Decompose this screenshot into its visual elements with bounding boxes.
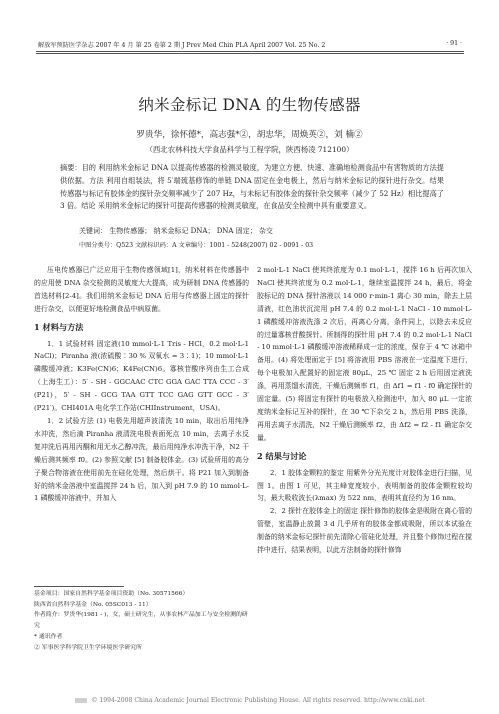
section-heading-materials: 1 材料与方法	[34, 321, 84, 332]
abstract	[60, 162, 444, 213]
keywords: 关键词： 生物传感器； 纳米金标记 DNA； DNA 固定； 杂交	[79, 227, 273, 235]
footnote-funding-2: 陕西省自然科学基金（No. 05SC013 - 11）	[34, 601, 152, 608]
copyright-text: © 1994-2008 China Academic Journal Electronic Publishing House. All rights reserved. http://www.cnki.net	[91, 697, 425, 704]
section-heading-results: 2 结果与讨论	[257, 450, 307, 461]
footnotes	[34, 589, 249, 653]
footnote-funding-1: 基金项目：国家自然科学基金项目资助（No. 30571566）	[34, 591, 189, 597]
classification-line: 中图分类号：Q523 文献标识码：A 文章编号：1001 - 5248(2007) 02 - 0091 - 03	[79, 242, 314, 249]
footnote-author-bio: 作者简介：罗贵华(1981 - )，女，硕士研究生，从事农林产品加工与安全检测的研究	[34, 612, 248, 630]
footnote-corresponding: * 通讯作者	[34, 633, 63, 640]
footnote-rule	[34, 586, 124, 587]
materials-paragraph: 1．1 试验材料 固定液(10 mmol·L-1 Tris - HCl，0.2 mol·L-1 NaCl)；Piranha 液(浓硫酸∶30 % 双氧水 = 3∶1)；10 mmol·L-1 磷酸缓冲液；K3Fe(CN)6；K4Fe(CN)6。寡核苷酸序列由生工合成（上海生工）：5′ - SH - GGCAAC CTC GGA GAC TTA CCC - 3′ (P21)，5′ - SH - GCG TAA GTT TCC GAG GTT GCC - 3′ (P21′)。CHI401A 电化学工作站(CHIInstrument，USA)。	[34, 339, 249, 413]
left-column	[34, 264, 249, 505]
copyright-footer	[34, 697, 466, 704]
right-column	[257, 264, 472, 557]
page-number: · 91 ·	[446, 40, 462, 47]
article-title: 纳米金标记 DNA 的生物传感器	[138, 96, 361, 114]
results-paragraph-1: 2．1 胶体金颗粒的鉴定 用紫外分光光度计对胶体金进行扫描，见图 1。由图 1 可见，其主峰宽度较小，表明制备的胶体金颗粒较均匀，最大吸收波长(λmax) 为 522 nm，表明其直径约为 16 nm。	[257, 468, 472, 503]
methods-paragraph: 1．2 试验方法 (1) 电极先用超声波清洗 10 min，取出后用纯净水冲洗，然后滴 Piranha 液清洗电极表面死点 10 min，去离子水反复冲洗后再用丙酮和用无水乙醇冲洗，最后用纯净水冲洗干净，N2 干燥后测其频率 f0。(2) 参照文献 [5] 制备胶体金。(3) 试验所用的高分子聚合物溶液在使用前先在硅化处理，然后烘干。将 P21 加入到制备好的纳米金溶液中室温搅拌 24 h 后，加入到 pH 7.9 的 10 mmol·L-1 磷酸缓冲溶液中，并加入	[34, 416, 249, 503]
abstract-label: 摘要：	[60, 163, 82, 172]
running-header-text: 解放军预防医学杂志 2007 年 4 月 第 25 卷第 2 期 J Prev Med Chin PLA April 2007 Vol. 25 No. 2	[38, 42, 326, 49]
header-rule-top	[36, 51, 464, 52]
author-list: 罗贵华，徐怀德*，高志强*②，胡忠华，周焕英②，刘 楠②	[136, 130, 363, 140]
intro-paragraph: 压电传感器已广泛应用于生物传感领域[1]，纳米材料在传感器中的应用使 DNA 杂交检测的灵敏度大大提高，成为研制 DNA 传感器的首选材料[2-4]。我们用纳米金标记 DNA 后用与传感器上固定的探针进行杂交，以便更好地检测食品中病原菌。	[34, 266, 249, 313]
affiliation: （西北农林科技大学食品科学与工程学院，陕西杨凌 712100）	[145, 145, 354, 154]
footnote-affiliation: ② 军事医学科学院卫生学环境医学研究所	[34, 644, 142, 651]
publisher-logo-icon	[75, 698, 87, 703]
methods-continued-paragraph: 2 mol·L-1 NaCl 使其终浓度为 0.1 mol·L-1，搅拌 16 h 后再次加入 NaCl 使其终浓度为 0.2 mol·L-1，继续室温搅拌 24 h，最后，将金胶标记的 DNA 探针溶液以 14 000 r·min-1 离心 30 min，除去上层清液，红色油状沉淀用 pH 7.4 的 0.2 mol·L-1 NaCl - 10 mmol·L-1 磷酸缓冲溶液洗涤 2 次后，再离心分离，条件同上，以除去未反应的过量寡核苷酸探针。所制得的探针用 pH 7.4 的 0.2 mol·L-1 NaCl - 10 mmol·L-1 磷酸缓冲溶液稀释成一定的浓度，保存于 4 ℃ 冰箱中备用。(4) 将处理面定于 [5] 将溶液用 PBS 溶液在一定温度下进行，每个电极加入配置好的固定液 80μL，25 ℃ 固定 2 h 后用固定液洗涤，再用蒸馏水清洗，干燥后测频率 f1，由 Δf1 = f1 - f0 确定探针的固定量。(5) 将固定有探针的电极放入检测池中，加入 80 μL 一定浓度纳米金标记互补的探针，在 30 ℃下杂交 2 h，然后用 PBS 洗涤，再用去离子水清洗，N2 干燥后测频率 f2，由 Δf2 = f2 - f1 确定杂交量。	[257, 266, 472, 442]
header-rule-bottom	[36, 53, 464, 54]
abstract-text: 目的 利用纳米金标记 DNA 以提高传感器的检测灵敏度，为建立方便、快速、准确地检测食品中有害物质的方法提供依据。方法 利用自组装法，将 5′端巯基修饰的单链 DNA 固定在金电极上，然后与纳米金标记的探针进行杂交。结果 传感器与标记有胶体金的探针杂交频率减少了 207 Hz，与未标记有胶体金的探针杂交频率（减少了 52 Hz）相比提高了 3 倍。结论 采用纳米金标记的探针可提高传感器的检测灵敏度，在食品安全检测中具有重要意义。	[60, 163, 444, 211]
running-header	[38, 40, 462, 49]
results-paragraph-2: 2．2 探针在胶体金上的固定 探针修饰的胶体金是吸附在离心管的管壁，室温静止放置 3 d 几乎所有的胶体金都成吸附，所以本试验在制备的纳米金标记探针前先清除心管硅化处理，并且整个修饰过程在搅拌中进行，结果表明，以此方法制备的探针修饰	[257, 507, 472, 555]
